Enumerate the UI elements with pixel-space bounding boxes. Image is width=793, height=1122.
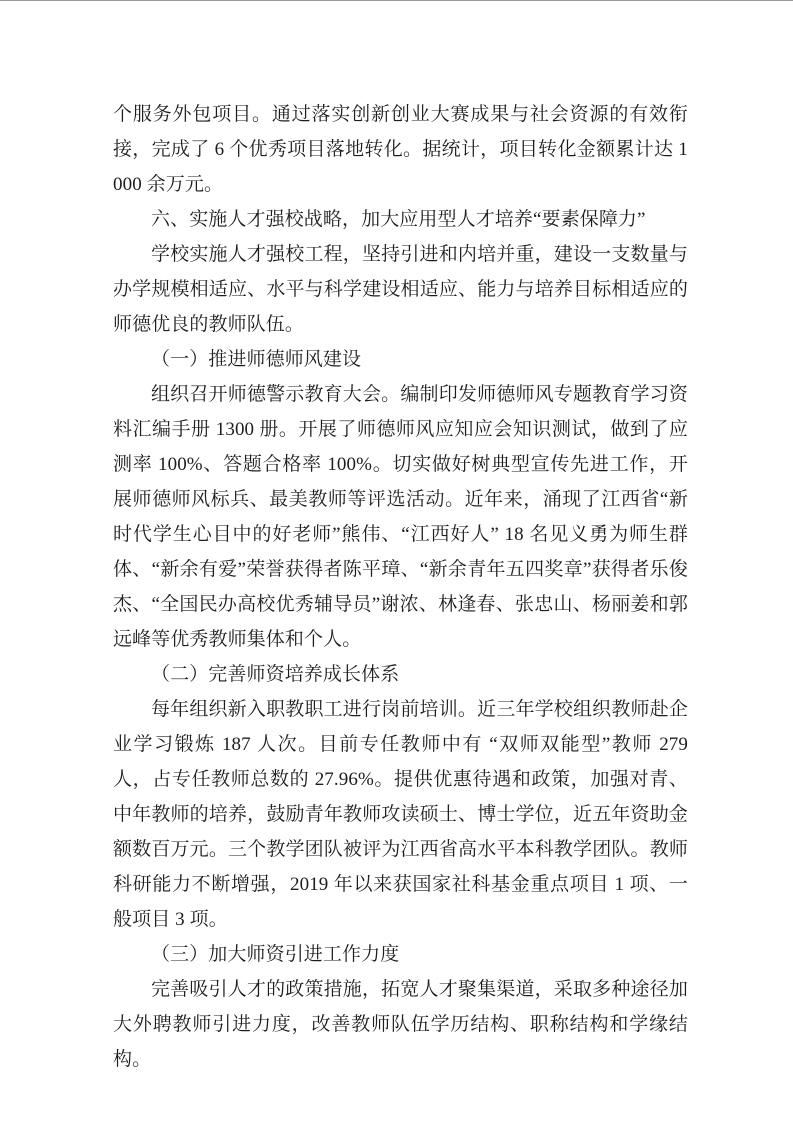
paragraph-continuation: 个服务外包项目。通过落实创新创业大赛成果与社会资源的有效衔接，完成了 6 个优秀项目落地转化。据统计，项目转化金额累计达 1000 余万元。 — [113, 104, 688, 195]
paragraph: 组织召开师德警示教育大会。编制印发师德师风专题教育学习资料汇编手册 1300 册。开展了师德师风应知应会知识测试，做到了应测率 100%、答题合格率 100%。切实做好树典型宣传先进工作，开展师德师风标兵、最美教师等评选活动。近年来，涌现了江西省“新时代学生心目中的好老师”熊伟、“江西好人” 18 名见义勇为师生群体、“新余有爱”荣誉获得者陈平璋、“新余青年五四奖章”获得者乐俊杰、“全国民办高校优秀辅导员”谢浓、林逢春、张忠山、杨丽姜和郭远峰等优秀教师集体和个人。 — [113, 384, 688, 650]
subsection-heading-2: （二）完善师资培养成长体系 — [151, 664, 400, 685]
section-heading: 六、实施人才强校战略，加大应用型人才培养“要素保障力” — [151, 209, 646, 230]
subsection-heading-3: （三）加大师资引进工作力度 — [151, 944, 400, 965]
paragraph: 每年组织新入职教职工进行岗前培训。近三年学校组织教师赴企业学习锻炼 187 人次。目前专任教师中有 “双师双能型”教师 279 人，占专任教师总数的 27.96%。提供优惠待遇和政策，加强对青、中年教师的培养，鼓励青年教师攻读硕士、博士学位，近五年资助金额数百万元。三个教学团队被评为江西省高水平本科教学团队。教师科研能力不断增强，2019 年以来获国家社科基金重点项目 1 项、一般项目 3 项。 — [113, 699, 688, 930]
paragraph: 完善吸引人才的政策措施，拓宽人才聚集渠道，采取多种途径加大外聘教师引进力度，改善教师队伍学历结构、职称结构和学缘结构。 — [113, 979, 688, 1070]
subsection-heading-1: （一）推进师德师风建设 — [151, 349, 362, 370]
paragraph: 学校实施人才强校工程，坚持引进和内培并重，建设一支数量与办学规模相适应、水平与科学建设相适应、能力与培养目标相适应的师德优良的教师队伍。 — [113, 244, 688, 335]
